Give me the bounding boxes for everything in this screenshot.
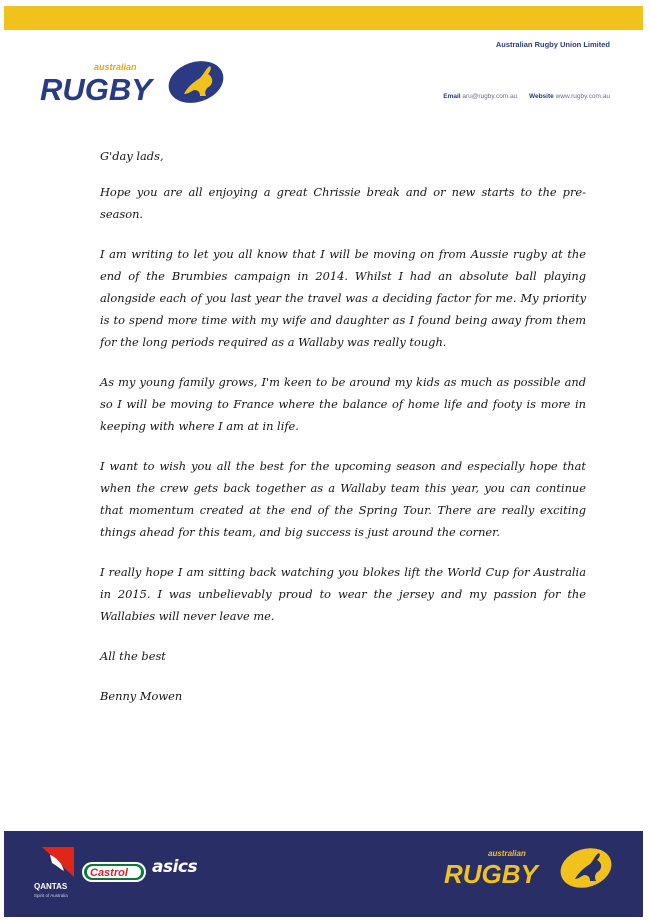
website-label: Website — [528, 93, 554, 100]
letter-paragraph: As my young family grows, I'm keen to be around my kids as much as possible and so I will be moving to France where the balance of home life and footy is more in keeping with where I am at in life. — [100, 375, 586, 433]
letter-paragraph: Hope you are all enjoying a great Chrissie break and or new starts to the pre-season. — [100, 185, 586, 221]
asics-logo: asics — [152, 857, 198, 877]
contact-line — [443, 93, 610, 100]
letter-paragraph: I am writing to let you all know that I will be moving on from Aussie rugby at the end of the Brumbies campaign in 2014. Whilst I had an absolute ball playing alongside each of you last year the travel was a deciding factor for me. My priority is to spend more time with my wife and daughter as I found being away from them for the long periods required as a Wallaby was really tough. — [100, 247, 586, 349]
wallaby-badge — [555, 843, 616, 891]
australian-rugby-logo — [38, 56, 228, 106]
logo-small-text: australian — [488, 849, 526, 858]
qantas-tagline: Spirit of Australia — [34, 893, 68, 898]
website-value[interactable]: www.rugby.com.au — [555, 93, 610, 100]
sponsor-footer — [4, 831, 643, 917]
top-gold-bar — [4, 6, 643, 30]
logo-small-text: australian — [94, 62, 137, 72]
logo-main-text: RUGBY — [40, 72, 152, 106]
letter-body — [100, 145, 586, 725]
email-value[interactable]: aru@rugby.com.au — [462, 93, 518, 100]
qantas-wordmark: QANTAS — [34, 882, 68, 891]
email-label: Email — [443, 93, 461, 100]
castrol-wordmark: Castrol — [90, 867, 128, 879]
wallaby-badge — [163, 56, 228, 106]
castrol-logo — [82, 861, 146, 883]
logo-main-text: RUGBY — [444, 859, 538, 889]
org-name: Australian Rugby Union Limited — [495, 40, 610, 49]
salutation: G'day lads, — [100, 149, 164, 163]
letter-paragraph: I want to wish you all the best for the upcoming season and especially hope that when the crew gets back together as a Wallaby team this year, you can continue that momentum created at the end of the Spring Tour. There are really exciting things ahead for this team, and big success is just around the corner. — [100, 459, 586, 539]
australian-rugby-logo-footer — [444, 843, 616, 891]
qantas-logo — [32, 841, 84, 901]
letter-paragraph: I really hope I am sitting back watching you blokes lift the World Cup for Australia in 2015. I was unbelievably proud to wear the jersey and my passion for the Wallabies will never leave me. — [100, 565, 586, 623]
signature: Benny Mowen — [100, 689, 183, 703]
closing: All the best — [100, 649, 166, 663]
